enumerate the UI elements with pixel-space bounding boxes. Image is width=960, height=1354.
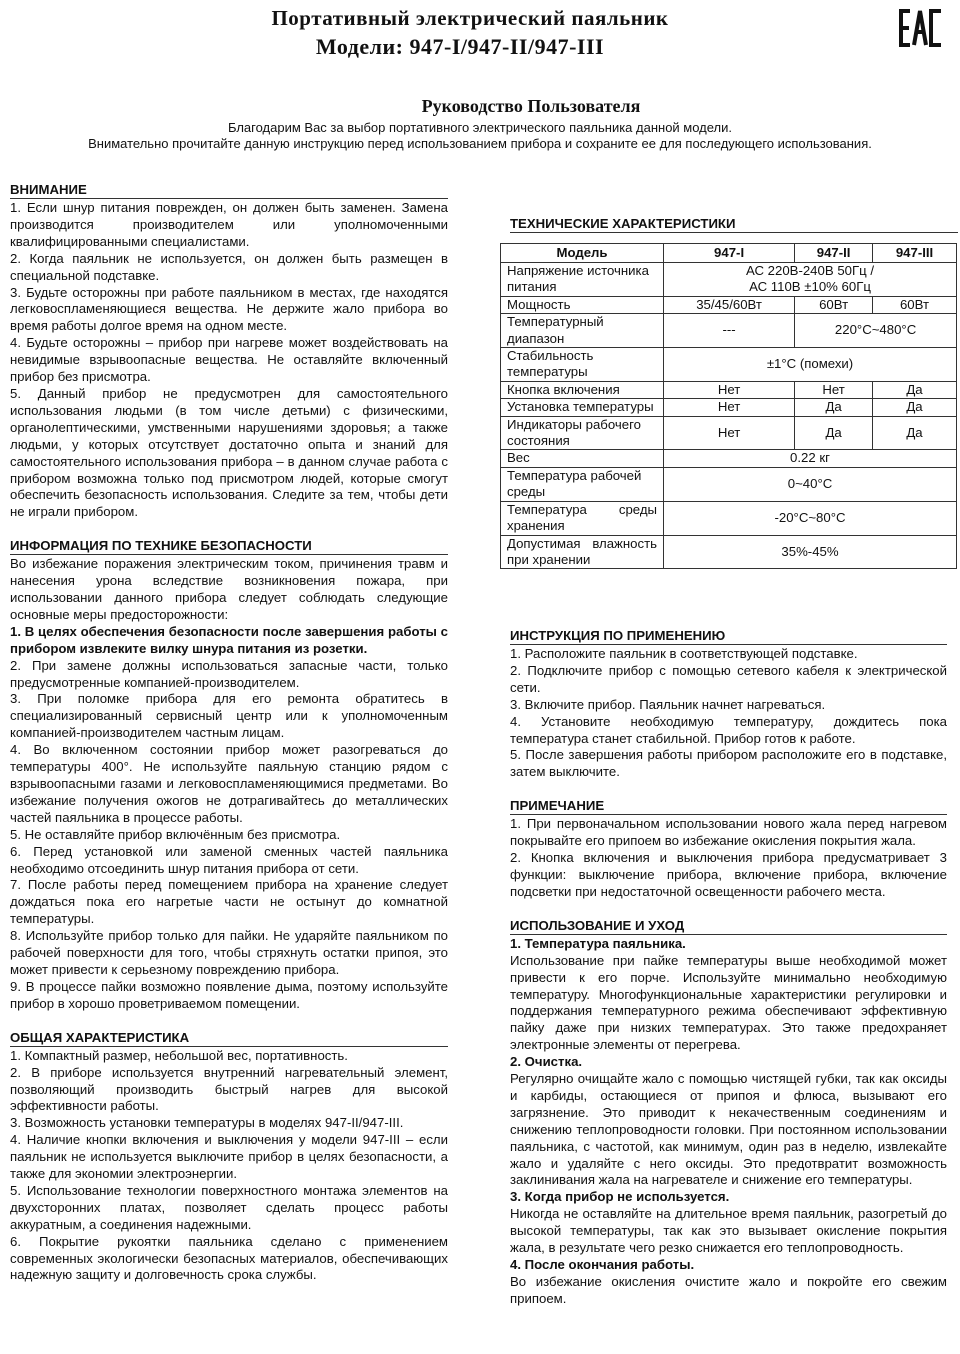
col-947-3: 947-III [873, 244, 957, 263]
table-row [501, 416, 957, 450]
left-column [10, 182, 448, 1284]
power-button-947-2: Нет [795, 381, 873, 398]
care-subheading: 1. Температура паяльника. [510, 935, 686, 951]
safety-item: 4. Во включенном состоянии прибор может разогреваться до температуры 400°. Не используйте паяльную станцию рядом с взрывоопасными газами и легковоспламеняющимися предметами. Во избежание получения ожогов не дотрагивайтесь до металлических частей паяльника в процессе работы. [10, 742, 448, 825]
voltage-value: АС 220В-240В 50Гц / АС 110В ±10% 60Гц [664, 263, 957, 297]
note-item: 2. Кнопка включения и выключения прибора предусматривает 3 функции: выключение прибора, включение прибора, включение подсветки при недостаточной освещенности рабочего места. [510, 850, 947, 899]
right-column [510, 628, 947, 1308]
temp-range-947-2-3: 220°С~480°С [795, 314, 957, 348]
safety-intro: Во избежание поражения электрическим током, причинения травм и нанесения урона вследствие возникновения пожара, при использовании данного прибора следует соблюдать следующие основные меры предосторожности: [10, 556, 448, 622]
guide-title: Руководство Пользователя [421, 96, 641, 116]
stability-value: ±1°С (помехи) [664, 348, 957, 382]
temp-set-947-3: Да [873, 399, 957, 416]
warning-item: 3. Будьте осторожны при работе паяльником в местах, где находятся легковоспламеняющиеся вещества. Не держите жало прибора во время работы долгое время на одном месте. [10, 284, 448, 334]
table-row [501, 296, 957, 313]
temp-set-947-2: Да [795, 399, 873, 416]
temp-range-label: Температурный диапазон [501, 314, 664, 348]
care-subheading: 3. Когда прибор не используется. [510, 1189, 730, 1205]
usage-item: 3. Включите прибор. Паяльник начнет нагреваться. [510, 696, 826, 712]
safety-item: 2. При замене должны использоваться запасные части, только предусмотренные компанией-производителем. [10, 657, 448, 690]
general-item: 1. Компактный размер, небольшой вес, портативность. [10, 1047, 348, 1063]
intro-thanks: Благодарим Вас за выбор портативного электрического паяльника данной модели. [227, 120, 733, 135]
care-heading: ИСПОЛЬЗОВАНИЕ И УХОД [510, 918, 947, 935]
temp-set-label: Установка температуры [501, 399, 664, 416]
power-947-2: 60Вт [795, 296, 873, 313]
intro-read-instructions: Внимательно прочитайте данную инструкцию перед использованием прибора и сохраните ее для последующего использования. [88, 136, 872, 151]
table-row [501, 314, 957, 348]
stability-label: Стабильность температуры [501, 348, 664, 382]
safety-item: 3. При поломке прибора для его ремонта обратитесь в специализированный сервисный центр или к уполномоченным компанией-производителем частным лицам. [10, 691, 448, 741]
safety-item: 7. После работы перед помещением прибора на хранение следует дождаться пока его нагретые части не остынут до комнатной температуры. [10, 877, 448, 927]
general-item: 6. Покрытие рукоятки паяльника сделано с применением современных экологически безопасных материалов, обеспечивающих надежную защиту и долговечность срока службы. [10, 1233, 448, 1283]
indicators-947-1: Нет [664, 416, 795, 450]
power-button-947-3: Да [873, 381, 957, 398]
indicators-label: Индикаторы рабочего состояния [501, 416, 664, 450]
voltage-label: Напряжение источника питания [501, 263, 664, 297]
weight-label: Вес [501, 450, 664, 467]
table-row [501, 501, 957, 535]
power-button-947-1: Нет [664, 381, 795, 398]
table-row [501, 263, 957, 297]
table-row [501, 467, 957, 501]
safety-item: 8. Используйте прибор только для пайки. Не ударяйте паяльником по рабочей поверхности для того, чтобы стряхнуть остатки припоя, это может привести к серьезному повреждению прибора. [10, 928, 448, 977]
warning-item: 1. Если шнур питания поврежден, он должен быть заменен. Замена производится производителем или уполномоченными квалифицированными специалистами. [10, 200, 448, 249]
specs-table [500, 243, 957, 569]
storage-temp-value: -20°С~80°С [664, 501, 957, 535]
care-text: Никогда не оставляйте на длительное время паяльник, разогретый до высокой температуры, так как это вызывает окисление покрытия жала, в результате чего резко снижается его теплопроводность. [510, 1206, 947, 1256]
power-947-3: 60Вт [873, 296, 957, 313]
usage-item: 5. После завершения работы прибором расположите его в подставке, затем выключите. [510, 747, 947, 780]
table-header-row [501, 244, 957, 263]
general-item: 2. В приборе используется внутренний нагревательный элемент, позволяющий производить быстрый нагрев для высокой эффективности работы. [10, 1064, 448, 1114]
care-subheading: 4. После окончания работы. [510, 1257, 695, 1272]
safety-item-bold: 1. В целях обеспечения безопасности после завершения работы с прибором извлеките вилку шнура питания из розетки. [10, 623, 448, 656]
usage-heading: ИНСТРУКЦИЯ ПО ПРИМЕНЕНИЮ [510, 628, 947, 645]
work-temp-label: Температура рабочей среды [501, 467, 664, 501]
general-item: 5. Использование технологии поверхностного монтажа элементов на двухсторонних платах, позволяет сделать процесс работы аккуратным, а соединения надежными. [10, 1182, 448, 1232]
temp-set-947-1: Нет [664, 399, 795, 416]
power-947-1: 35/45/60Вт [664, 296, 795, 313]
models-title: Модели: 947-I/947-II/947-III [315, 34, 605, 59]
care-text: Во избежание окисления очистите жало и покройте его свежим припоем. [510, 1273, 947, 1306]
safety-heading: ИНФОРМАЦИЯ ПО ТЕХНИКЕ БЕЗОПАСНОСТИ [10, 538, 448, 555]
table-row [501, 535, 957, 569]
warning-item: 2. Когда паяльник не используется, он должен быть размещен в специальной подставке. [10, 250, 448, 283]
general-item: 4. Наличие кнопки включения и выключения у модели 947-III – если паяльник не используется выключите прибор в целях безопасности, а также для экономии электроэнергии. [10, 1132, 448, 1182]
warning-item: 5. Данный прибор не предусмотрен для самостоятельного использования людьми (в том числе детьми) с физическими, органолептическими, умственными нарушениями здоровья; а также людьми, у которых отсутствует достаточно опыта и знаний для самостоятельного использования прибора – в данном случае работа с прибором возможна только под присмотром людей, которые смогут обеспечить безопасность использования. Следите за тем, чтобы дети не играли прибором. [10, 385, 448, 520]
humidity-label: Допустимая влажность при хранении [501, 535, 664, 569]
warning-item: 4. Будьте осторожны – прибор при нагреве может воздействовать на невидимые взрывоопасные вещества. Не оставляйте включенный прибор без присмотра. [10, 335, 448, 385]
note-item: 1. При первоначальном использовании нового жала перед нагревом покрывайте его припоем во избежание окисления покрытия жала. [510, 816, 947, 849]
usage-item: 2. Подключите прибор с помощью сетевого кабеля к электрической сети. [510, 662, 947, 695]
care-text: Регулярно очищайте жало с помощью чистящей губки, так как оксиды и карбиды, остающиеся от припоя и флюса, вызывают его загрязнение. Это приводит к некачественным соединениям и снижению теплопроводности головки. При постоянном использовании паяльника, с частотой, как минимум, один раз в неделю, извлекайте жало и удаляйте с него оксиды. Это предотвратит возможность заклинивания жала на нагревателе и снижение его температуры. [510, 1071, 947, 1188]
safety-item: 6. Перед установкой или заменой сменных частей паяльника необходимо отсоединить шнур питания прибора от сети. [10, 843, 448, 876]
indicators-947-3: Да [873, 416, 957, 450]
table-row [501, 399, 957, 416]
col-947-1: 947-I [664, 244, 795, 263]
warning-heading: ВНИМАНИЕ [10, 182, 448, 199]
table-row [501, 381, 957, 398]
col-947-2: 947-II [795, 244, 873, 263]
eac-certification-mark [898, 8, 944, 48]
power-button-label: Кнопка включения [501, 381, 664, 398]
temp-range-947-1: --- [664, 314, 795, 348]
general-item: 3. Возможность установки температуры в моделях 947-II/947-III. [10, 1115, 404, 1131]
usage-item: 1. Расположите паяльник в соответствующей подставке. [510, 646, 858, 661]
indicators-947-2: Да [795, 416, 873, 450]
storage-temp-label: Температура среды хранения [501, 501, 664, 535]
product-title: Портативный электрический паяльник [271, 6, 669, 30]
specs-heading: ТЕХНИЧЕСКИЕ ХАРАКТЕРИСТИКИ [510, 216, 958, 233]
care-subheading: 2. Очистка. [510, 1054, 583, 1070]
humidity-value: 35%-45% [664, 535, 957, 569]
general-heading: ОБЩАЯ ХАРАКТЕРИСТИКА [10, 1030, 448, 1047]
note-heading: ПРИМЕЧАНИЕ [510, 798, 947, 815]
col-model: Модель [501, 244, 664, 263]
work-temp-value: 0~40°С [664, 467, 957, 501]
weight-value: 0.22 кг [664, 450, 957, 467]
safety-item: 5. Не оставляйте прибор включённым без присмотра. [10, 826, 341, 842]
table-row [501, 348, 957, 382]
usage-item: 4. Установите необходимую температуру, дождитесь пока температура станет стабильной. Прибор готов к работе. [510, 713, 947, 746]
care-text: Использование при пайке температуры выше необходимой может привести к его порче. Используйте минимально необходимую температуру. Многофункциональные характеристики регулировки и поддержания температурного режима обеспечивают эффективную пайку даже при низких температурах. Это также предохраняет электронные элементы от перегрева. [510, 952, 947, 1053]
safety-item: 9. В процессе пайки возможно появление дыма, поэтому используйте прибор в хорошо проветриваемом помещении. [10, 978, 448, 1011]
power-label: Мощность [501, 296, 664, 313]
table-row [501, 450, 957, 467]
